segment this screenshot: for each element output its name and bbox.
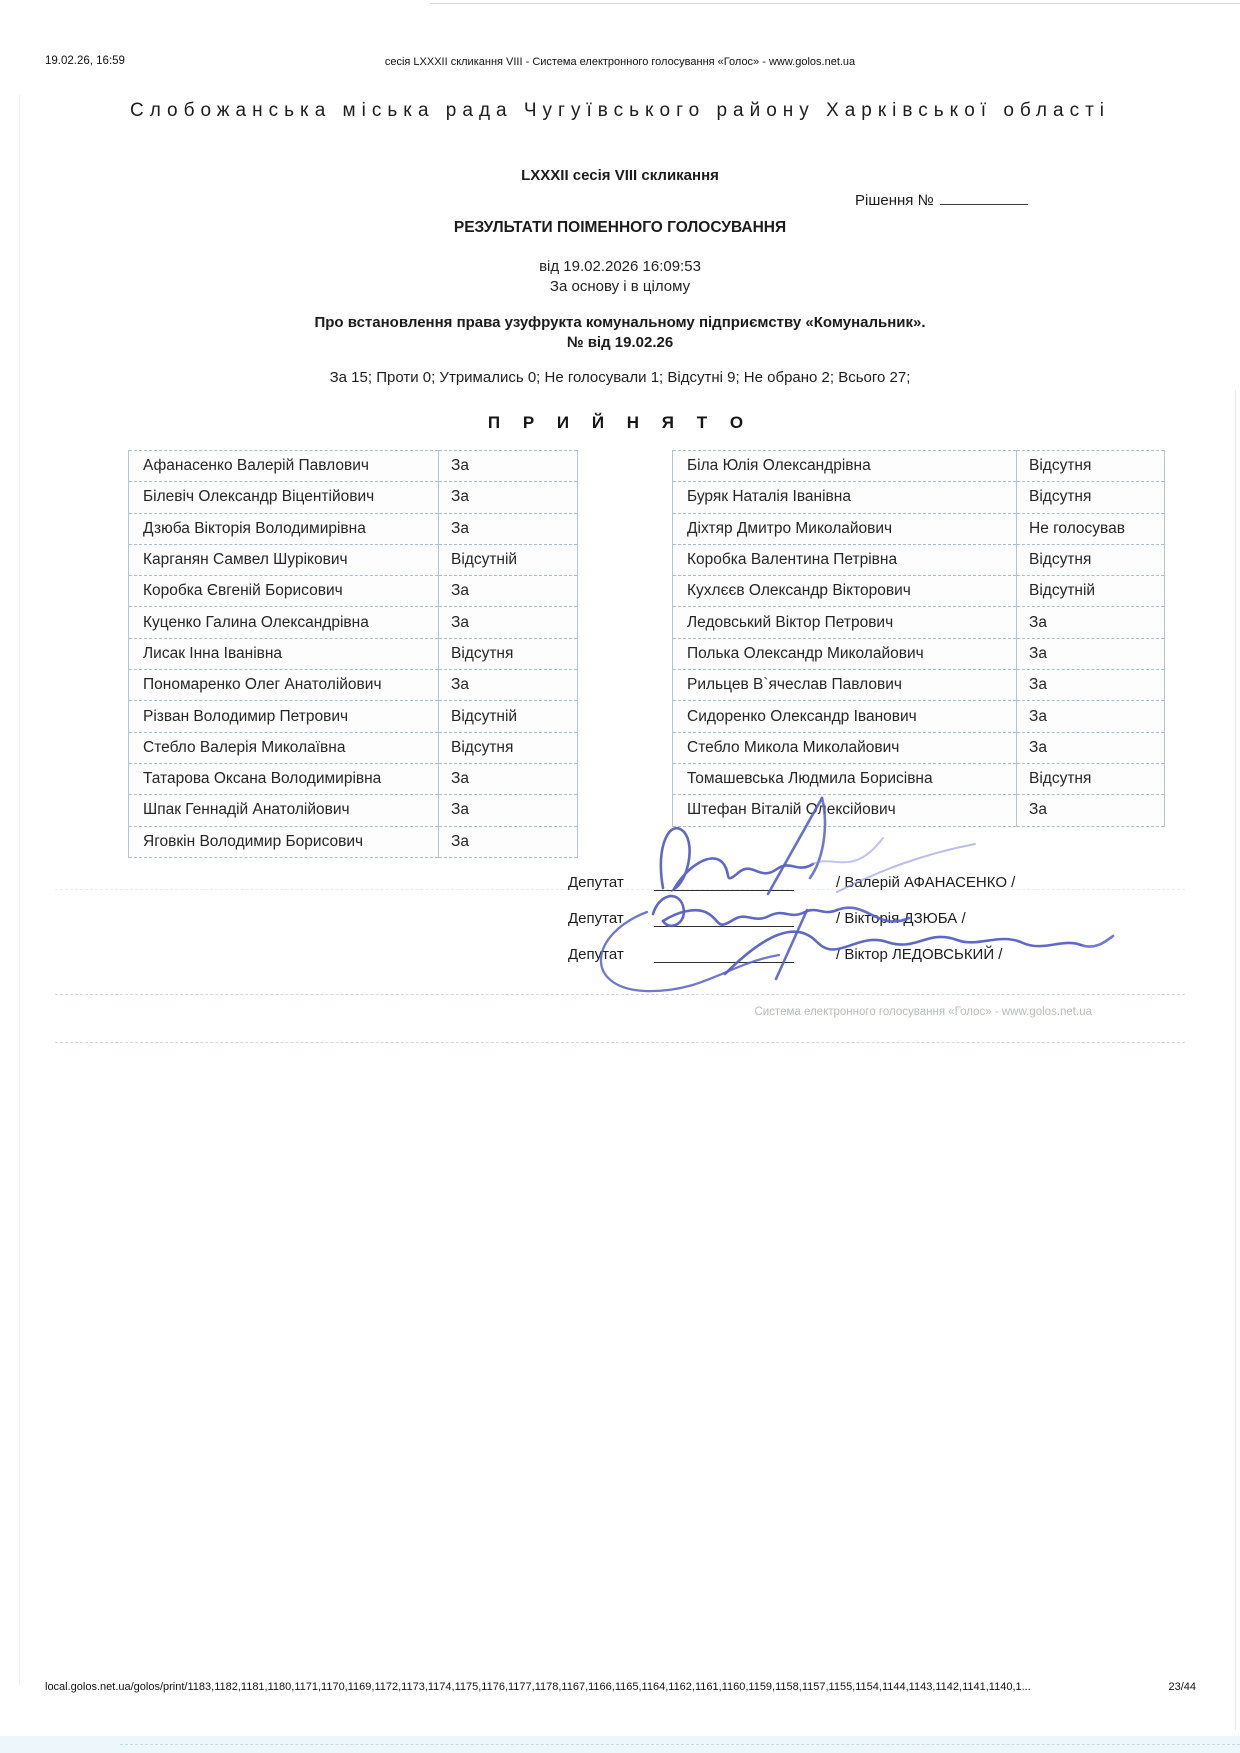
signature-role-label: Депутат	[568, 874, 624, 891]
deputy-name: Ледовський Віктор Петрович	[673, 607, 1017, 638]
vote-row	[673, 482, 1165, 513]
deputy-name: Коробка Євгеній Борисович	[129, 576, 439, 607]
vote-value: За	[439, 795, 578, 826]
vote-value: За	[439, 451, 578, 482]
print-page-number: 23/44	[1168, 1681, 1196, 1693]
vote-row	[129, 732, 578, 763]
vote-row	[129, 451, 578, 482]
deputy-name: Яговкін Володимир Борисович	[129, 826, 439, 857]
vote-row	[129, 826, 578, 857]
vote-value: За	[439, 763, 578, 794]
deputy-name: Сидоренко Олександр Іванович	[673, 701, 1017, 732]
deputy-name: Шпак Геннадій Анатолійович	[129, 795, 439, 826]
subject-line: Про встановлення права узуфрукта комунальному підприємству «Комунальник».	[314, 314, 926, 331]
decision-result: П Р И Й Н Я Т О	[487, 413, 753, 432]
vote-value: Відсутня	[1017, 544, 1165, 575]
deputy-name: Стебло Валерія Миколаївна	[129, 732, 439, 763]
vote-row	[673, 670, 1165, 701]
deputy-name: Пономаренко Олег Анатолійович	[129, 670, 439, 701]
vote-row	[129, 701, 578, 732]
vote-row	[673, 795, 1165, 826]
vote-row	[129, 638, 578, 669]
council-title: Слобожанська міська рада Чугуївського району Харківської області	[129, 100, 1111, 121]
scan-artifact-dashed-line	[120, 1744, 1240, 1745]
signature-name: / Вікторія ДЗЮБА /	[836, 910, 966, 927]
deputy-name: Біла Юлія Олександрівна	[687, 457, 871, 475]
vote-value: Відсутній	[1017, 576, 1165, 607]
deputy-name: Куценко Галина Олександрівна	[129, 607, 439, 638]
decision-number-line	[855, 190, 1028, 209]
totals-line: За 15; Проти 0; Утримались 0; Не голосували 1; Відсутні 9; Не обрано 2; Всього 27;	[329, 369, 911, 386]
signature-row	[568, 905, 966, 927]
vote-value: За	[1017, 607, 1165, 638]
decision-number-label: Рішення №	[855, 192, 934, 209]
vote-value: Відсутня	[1017, 451, 1165, 482]
print-doc-info: сесія LXXXII скликання VIII - Система електронного голосування «Голос» - www.golos.net.ua	[384, 56, 856, 68]
vote-datetime: від 19.02.2026 16:09:53	[539, 258, 701, 275]
vote-scope: За основу і в цілому	[549, 278, 691, 295]
signature-role-label: Депутат	[568, 946, 624, 963]
scan-artifact-line	[430, 3, 1240, 4]
scan-artifact-dashed-line	[55, 1042, 1185, 1043]
vote-value: За	[439, 607, 578, 638]
vote-row	[673, 701, 1165, 732]
scan-artifact-line	[1235, 390, 1236, 1730]
signature-line	[654, 904, 794, 927]
vote-value: За	[1017, 795, 1165, 826]
vote-value: За	[1017, 732, 1165, 763]
deputy-name: Кухлєєв Олександр Вікторович	[673, 576, 1017, 607]
vote-value: Відсутня	[1017, 482, 1165, 513]
signature-row	[568, 869, 1015, 891]
deputy-name: Білевіч Олександр Віцентійович	[129, 482, 439, 513]
vote-row	[129, 670, 578, 701]
vote-row	[673, 763, 1165, 794]
vote-value: Відсутній	[439, 701, 578, 732]
vote-row	[129, 544, 578, 575]
vote-value: Відсутня	[439, 638, 578, 669]
vote-row	[129, 763, 578, 794]
vote-value: Відсутній	[439, 544, 578, 575]
deputy-name: Лисак Інна Іванівна	[129, 638, 439, 669]
signature-row	[568, 941, 1002, 963]
results-heading: РЕЗУЛЬТАТИ ПОІМЕННОГО ГОЛОСУВАННЯ	[453, 219, 787, 236]
deputy-name: Рильцев В`ячеслав Павлович	[673, 670, 1017, 701]
signature-name: / Віктор ЛЕДОВСЬКИЙ /	[836, 946, 1003, 963]
subject-number: № від 19.02.26	[566, 334, 674, 351]
print-datetime: 19.02.26, 16:59	[45, 55, 125, 67]
deputy-name: Полька Олександр Миколайович	[673, 638, 1017, 669]
vote-row	[673, 732, 1165, 763]
print-header	[0, 55, 1240, 71]
signature-line	[654, 868, 794, 891]
deputy-name: Коробка Валентина Петрівна	[673, 544, 1017, 575]
system-watermark: Система електронного голосування «Голос» - www.golos.net.ua	[754, 1006, 1092, 1018]
decision-number-blank	[940, 190, 1028, 205]
vote-row	[129, 795, 578, 826]
deputy-name: Буряк Наталія Іванівна	[673, 482, 1017, 513]
deputy-name: Діхтяр Дмитро Миколайович	[673, 513, 1017, 544]
session-line: LXXXII сесія VIII скликання	[521, 167, 719, 184]
vote-value: За	[439, 670, 578, 701]
print-footer	[45, 1681, 1196, 1693]
subject-block	[0, 313, 1240, 353]
signature-line	[654, 940, 794, 963]
vote-row	[673, 638, 1165, 669]
scan-artifact-band	[0, 1736, 1240, 1753]
vote-value: За	[439, 513, 578, 544]
deputy-name: Різван Володимир Петрович	[129, 701, 439, 732]
vote-value: Відсутня	[1017, 763, 1165, 794]
vote-value: За	[439, 826, 578, 857]
vote-row	[129, 513, 578, 544]
vote-table-left	[128, 450, 578, 858]
vote-value: За	[439, 576, 578, 607]
deputy-name: Томашевська Людмила Борисівна	[673, 763, 1017, 794]
vote-value: За	[439, 482, 578, 513]
signature-role-label: Депутат	[568, 910, 624, 927]
deputy-name: Афанасенко Валерій Павлович	[143, 457, 369, 475]
deputy-name: Стебло Микола Миколайович	[673, 732, 1017, 763]
vote-table-right	[672, 450, 1165, 827]
vote-row	[129, 576, 578, 607]
vote-value: Не голосував	[1017, 513, 1165, 544]
vote-row	[673, 544, 1165, 575]
deputy-name: Карганян Самвел Шурікович	[129, 544, 439, 575]
vote-row	[129, 482, 578, 513]
vote-row	[673, 607, 1165, 638]
vote-row	[673, 451, 1165, 482]
scan-artifact-dashed-line	[55, 994, 1185, 995]
vote-value: За	[1017, 701, 1165, 732]
vote-row	[673, 513, 1165, 544]
print-url: local.golos.net.ua/golos/print/1183,1182,1181,1180,1171,1170,1169,1172,1173,1174,1175,1176,1177,1178,1167,1166,1165,1164,1162,1161,1160,1159,1158,1157,1155,1154,1144,1143,1142,1141,1140,1...	[45, 1681, 1031, 1693]
vote-row	[129, 607, 578, 638]
vote-value: Відсутня	[439, 732, 578, 763]
deputy-name: Штефан Віталій Олексійович	[673, 795, 1017, 826]
vote-row	[673, 576, 1165, 607]
deputy-name: Дзюба Вікторія Володимирівна	[129, 513, 439, 544]
deputy-name: Татарова Оксана Володимирівна	[129, 763, 439, 794]
vote-value: За	[1017, 670, 1165, 701]
vote-value: За	[1017, 638, 1165, 669]
signature-name: / Валерій АФАНАСЕНКО /	[836, 874, 1016, 891]
